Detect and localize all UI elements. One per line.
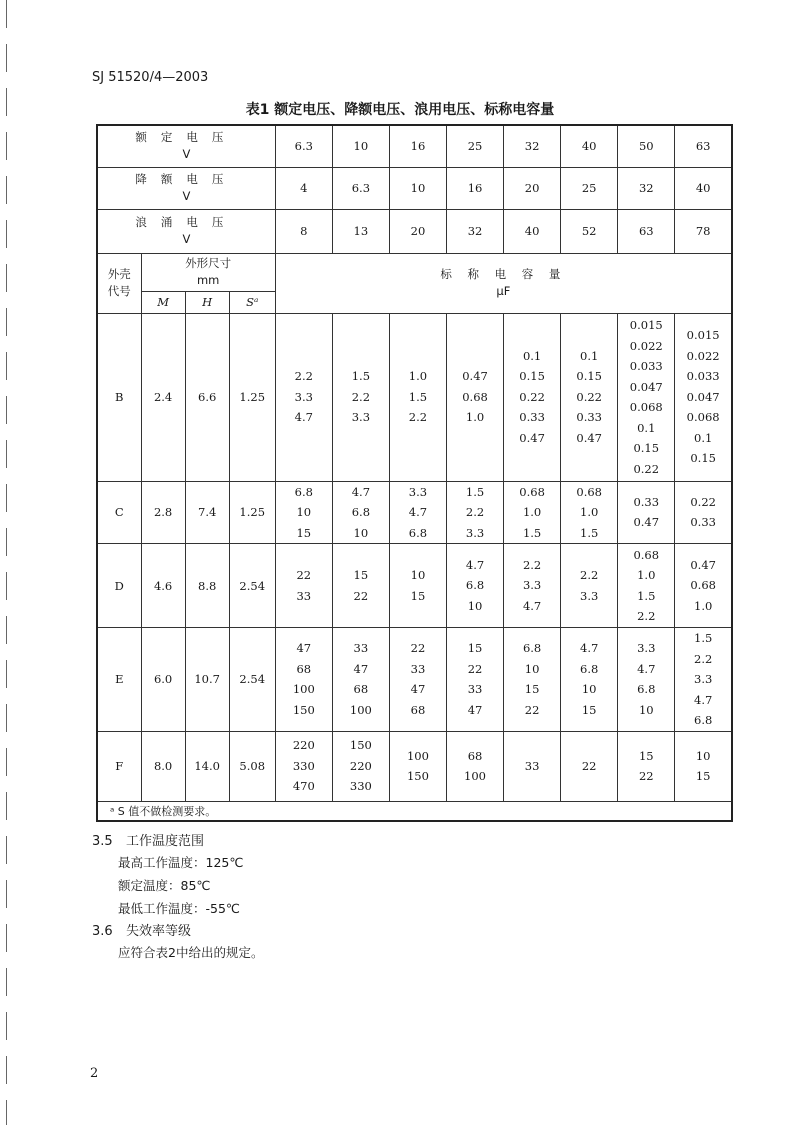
table-cell: 40 <box>504 209 561 253</box>
section-3-5-line: 最低工作温度：-55℃ <box>118 901 240 916</box>
table-title: 表1 额定电压、降额电压、浪用电压、标称电容量 <box>245 102 555 118</box>
dim-col-m: M <box>141 291 185 313</box>
capacitance-value: 0.068 <box>629 400 663 414</box>
capacitance-value: 6.8 <box>694 713 713 727</box>
capacitance-value: 3.3 <box>637 641 656 656</box>
capacitance-value: 1.0 <box>580 505 599 519</box>
table-row-case <box>97 313 732 481</box>
table-cell: 32 <box>446 209 503 253</box>
capacitance-value: 0.1 <box>580 348 599 363</box>
case-code: B <box>97 313 141 481</box>
capacitance-value: 10 <box>638 702 654 717</box>
capacitance-value: 0.1 <box>522 348 542 363</box>
capacitance-value: 6.8 <box>351 505 371 519</box>
capacitance-cell <box>675 481 732 544</box>
capacitance-value: 1.0 <box>522 505 542 519</box>
capacitance-value: 22 <box>353 588 369 603</box>
table-cell: 16 <box>389 125 446 167</box>
capacitance-value: 33 <box>467 682 483 697</box>
capacitance-value: 1.0 <box>465 410 485 425</box>
capacitance-value: 0.33 <box>519 410 545 425</box>
table-cell: 13 <box>332 209 389 253</box>
capacitance-value: 1.5 <box>637 588 656 603</box>
capacitance-cell <box>332 313 389 481</box>
capacitance-value: 100 <box>406 748 429 763</box>
capacitance-value: 4.7 <box>465 557 485 572</box>
surge-voltage-label: 浪涌电压 V <box>97 209 275 253</box>
capacitance-cell <box>275 544 332 628</box>
capacitance-value: 4.7 <box>694 692 713 707</box>
capacitance-cell <box>275 481 332 544</box>
capacitance-value: 33 <box>353 641 369 656</box>
capacitance-value: 10 <box>467 598 483 613</box>
dim-col-s: Sᵃ <box>229 291 275 313</box>
capacitance-value: 15 <box>638 748 654 763</box>
capacitance-cell <box>675 628 732 732</box>
capacitance-value: 1.5 <box>580 525 599 540</box>
capacitance-value: 10 <box>695 748 711 763</box>
capacitance-value: 1.5 <box>694 631 713 645</box>
capacitance-value: 2.2 <box>522 557 542 572</box>
dim-s-value: 1.25 <box>229 313 275 481</box>
table-row-case <box>97 481 732 544</box>
capacitance-value: 1.5 <box>465 484 485 499</box>
section-3-5-heading: 3.5 工作温度范围 <box>92 834 205 849</box>
capacitance-value: 3.3 <box>694 672 713 686</box>
capacitance-value: 150 <box>406 769 429 783</box>
footnote-row <box>97 801 732 821</box>
capacitance-value: 1.5 <box>351 369 371 384</box>
capacitance-value: 0.022 <box>629 338 663 353</box>
table-cell: 32 <box>618 167 675 209</box>
capacitance-value: 3.3 <box>408 484 428 499</box>
capacitance-value: 330 <box>292 758 315 773</box>
table-row-case <box>97 544 732 628</box>
capacitance-value: 10 <box>524 661 540 676</box>
table-cell: 4 <box>275 167 332 209</box>
capacitance-value: 10 <box>581 682 597 697</box>
capacitance-cell <box>504 731 561 801</box>
capacitance-cell <box>504 313 561 481</box>
table-cell: 16 <box>446 167 503 209</box>
capacitance-value: 0.15 <box>690 451 716 466</box>
table-cell: 40 <box>675 167 732 209</box>
dim-m-value: 4.6 <box>141 544 185 628</box>
dimension-header: 外形尺寸 mm <box>141 253 275 291</box>
capacitance-value: 220 <box>292 738 315 753</box>
capacitance-cell <box>675 731 732 801</box>
capacitance-value: 0.68 <box>576 484 602 499</box>
capacitance-value: 1.0 <box>694 598 713 613</box>
table-cell: 10 <box>389 167 446 209</box>
capacitance-value: 0.68 <box>690 578 716 593</box>
capacitance-cell <box>675 313 732 481</box>
capacitance-cell <box>504 628 561 732</box>
capacitance-value: 0.22 <box>633 461 660 476</box>
capacitance-value: 0.22 <box>519 389 545 404</box>
capacitance-value: 22 <box>638 769 654 783</box>
table-cell: 52 <box>561 209 618 253</box>
capacitance-cell <box>618 544 675 628</box>
table-header-row <box>97 253 732 291</box>
capacitance-value: 0.033 <box>629 359 663 373</box>
dim-m-value: 8.0 <box>141 731 185 801</box>
section-3-6-heading: 3.6 失效率等级 <box>92 924 192 939</box>
table-row-case <box>97 628 732 732</box>
table-cell: 50 <box>618 125 675 167</box>
capacitance-cell <box>275 628 332 732</box>
dim-col-h: H <box>185 291 229 313</box>
capacitance-value: 0.33 <box>633 494 660 509</box>
capacitance-value: 6.8 <box>522 641 542 656</box>
capacitance-value: 22 <box>410 641 426 656</box>
capacitance-value: 100 <box>292 682 315 697</box>
capacitance-value: 4.7 <box>351 484 371 499</box>
capacitance-value: 100 <box>349 702 372 717</box>
capacitance-value: 15 <box>353 568 369 582</box>
capacitance-value: 68 <box>467 748 483 763</box>
capacitance-cell <box>618 731 675 801</box>
case-code: E <box>97 628 141 732</box>
capacitance-value: 68 <box>410 702 426 717</box>
capacitance-value: 68 <box>353 682 369 697</box>
capacitance-value: 1.0 <box>408 369 428 384</box>
capacitance-header: 标 称 电 容 量 μF <box>275 253 732 313</box>
capacitance-value: 6.8 <box>580 661 599 676</box>
capacitance-value: 22 <box>296 568 312 582</box>
table-cell: 8 <box>275 209 332 253</box>
capacitance-value: 68 <box>296 661 312 676</box>
capacitance-cell <box>561 544 618 628</box>
table-cell: 20 <box>504 167 561 209</box>
capacitance-value: 22 <box>581 758 597 773</box>
capacitance-value: 4.7 <box>580 641 599 656</box>
dim-h-value: 6.6 <box>185 313 229 481</box>
capacitance-value: 330 <box>349 779 372 794</box>
table-cell: 63 <box>675 125 732 167</box>
capacitance-value: 0.68 <box>462 389 488 404</box>
capacitance-value: 15 <box>410 588 426 603</box>
capacitance-value: 4.7 <box>294 410 313 425</box>
capacitance-value: 6.8 <box>294 484 313 499</box>
dim-m-value: 2.4 <box>141 313 185 481</box>
capacitance-value: 0.1 <box>637 420 656 435</box>
capacitance-value: 150 <box>292 702 315 717</box>
derated-voltage-label: 降额电压 V <box>97 167 275 209</box>
capacitance-cell <box>332 628 389 732</box>
table-row-surge-voltage <box>97 209 732 253</box>
capacitance-value: 0.33 <box>576 410 602 425</box>
capacitance-cell <box>446 628 503 732</box>
capacitance-value: 0.33 <box>690 515 716 530</box>
capacitance-value: 6.8 <box>637 682 656 697</box>
dim-h-value: 10.7 <box>185 628 229 732</box>
case-code: D <box>97 544 141 628</box>
capacitance-cell <box>389 313 446 481</box>
capacitance-value: 0.22 <box>690 494 716 509</box>
capacitance-value: 0.047 <box>686 389 720 404</box>
dim-m-value: 6.0 <box>141 628 185 732</box>
dim-h-value: 8.8 <box>185 544 229 628</box>
capacitance-cell <box>389 481 446 544</box>
capacitance-value: 47 <box>353 661 369 676</box>
capacitance-value: 33 <box>296 588 312 603</box>
capacitance-value: 0.47 <box>690 557 716 572</box>
capacitance-value: 2.2 <box>465 505 485 519</box>
capacitance-value: 0.047 <box>629 379 663 394</box>
table-cell: 40 <box>561 125 618 167</box>
capacitance-value: 0.068 <box>686 410 720 425</box>
capacitance-value: 3.3 <box>351 410 371 425</box>
scan-edge-line <box>6 0 7 1125</box>
capacitance-value: 470 <box>292 779 315 794</box>
capacitance-cell <box>446 313 503 481</box>
capacitance-value: 2.2 <box>294 369 313 384</box>
capacitance-value: 4.7 <box>637 661 656 676</box>
table-row-derated-voltage <box>97 167 732 209</box>
capacitance-cell <box>618 628 675 732</box>
capacitance-cell <box>389 731 446 801</box>
capacitance-value: 0.033 <box>686 369 720 384</box>
table-cell: 10 <box>332 125 389 167</box>
capacitance-value: 2.2 <box>580 568 599 582</box>
capacitance-cell <box>332 731 389 801</box>
table-row-rated-voltage <box>97 125 732 167</box>
capacitance-cell <box>389 628 446 732</box>
capacitance-value: 100 <box>464 769 486 783</box>
capacitance-value: 15 <box>524 682 540 697</box>
dim-m-value: 2.8 <box>141 481 185 544</box>
capacitance-value: 0.22 <box>576 389 602 404</box>
capacitance-value: 0.47 <box>633 515 660 530</box>
capacitance-value: 15 <box>581 702 597 717</box>
dim-h-value: 7.4 <box>185 481 229 544</box>
capacitance-table <box>96 124 733 822</box>
table-cell: 20 <box>389 209 446 253</box>
table-cell: 6.3 <box>332 167 389 209</box>
case-code: C <box>97 481 141 544</box>
table-cell: 63 <box>618 209 675 253</box>
table-cell: 32 <box>504 125 561 167</box>
capacitance-value: 10 <box>353 525 369 540</box>
capacitance-value: 3.3 <box>465 525 485 540</box>
capacitance-cell <box>561 731 618 801</box>
capacitance-value: 47 <box>410 682 426 697</box>
capacitance-value: 1.5 <box>522 525 542 540</box>
capacitance-value: 2.2 <box>408 410 428 425</box>
capacitance-value: 0.47 <box>576 430 602 445</box>
capacitance-cell <box>561 628 618 732</box>
capacitance-cell <box>446 544 503 628</box>
capacitance-value: 22 <box>467 661 483 676</box>
capacitance-value: 0.47 <box>519 430 545 445</box>
rated-voltage-label: 额定电压 V <box>97 125 275 167</box>
capacitance-value: 0.47 <box>462 369 488 384</box>
dim-s-value: 1.25 <box>229 481 275 544</box>
capacitance-value: 15 <box>296 525 312 540</box>
capacitance-cell <box>446 731 503 801</box>
dim-s-value: 2.54 <box>229 544 275 628</box>
capacitance-value: 150 <box>349 738 372 753</box>
capacitance-value: 10 <box>296 505 312 519</box>
capacitance-cell <box>504 481 561 544</box>
capacitance-cell <box>618 481 675 544</box>
capacitance-cell <box>389 544 446 628</box>
capacitance-value: 3.3 <box>580 588 599 603</box>
capacitance-value: 0.022 <box>686 348 720 363</box>
capacitance-value: 2.2 <box>351 389 371 404</box>
table-cell: 78 <box>675 209 732 253</box>
table-row-case <box>97 731 732 801</box>
capacitance-value: 0.68 <box>633 547 660 562</box>
capacitance-value: 4.7 <box>522 598 542 613</box>
table-cell: 25 <box>561 167 618 209</box>
page-number: 2 <box>90 1066 99 1081</box>
capacitance-value: 0.15 <box>576 369 602 384</box>
capacitance-value: 2.2 <box>694 651 713 666</box>
capacitance-value: 0.015 <box>686 328 720 343</box>
capacitance-value: 3.3 <box>294 389 313 404</box>
capacitance-cell <box>675 544 732 628</box>
capacitance-cell <box>618 313 675 481</box>
capacitance-value: 22 <box>524 702 540 717</box>
capacitance-value: 47 <box>296 641 312 656</box>
capacitance-value: 33 <box>524 758 540 773</box>
dim-h-value: 14.0 <box>185 731 229 801</box>
document-id: SJ 51520/4—2003 <box>92 70 209 85</box>
section-3-5-line: 额定温度：85℃ <box>118 878 211 893</box>
capacitance-cell <box>561 481 618 544</box>
capacitance-value: 4.7 <box>408 505 428 519</box>
capacitance-value: 0.015 <box>629 318 663 332</box>
capacitance-value: 47 <box>467 702 483 717</box>
table-cell: 6.3 <box>275 125 332 167</box>
capacitance-value: 3.3 <box>522 578 542 593</box>
table-cell: 25 <box>446 125 503 167</box>
capacitance-cell <box>332 544 389 628</box>
capacitance-value: 10 <box>410 568 426 582</box>
capacitance-value: 6.8 <box>408 525 428 540</box>
capacitance-value: 0.15 <box>633 441 660 455</box>
capacitance-value: 1.5 <box>408 389 428 404</box>
capacitance-cell <box>275 313 332 481</box>
capacitance-value: 6.8 <box>465 578 485 593</box>
section-3-5-line: 最高工作温度：125℃ <box>118 855 244 870</box>
capacitance-value: 220 <box>349 758 372 773</box>
case-code: F <box>97 731 141 801</box>
capacitance-cell <box>561 313 618 481</box>
dim-s-value: 2.54 <box>229 628 275 732</box>
table-footnote: ᵃ S 值不做检测要求。 <box>97 801 732 821</box>
capacitance-cell <box>275 731 332 801</box>
capacitance-value: 15 <box>467 641 483 656</box>
capacitance-value: 0.1 <box>694 430 713 445</box>
capacitance-value: 2.2 <box>637 609 656 623</box>
section-3-6-line: 应符合表2中给出的规定。 <box>118 945 264 960</box>
case-code-header: 外壳 代号 <box>97 253 141 313</box>
capacitance-value: 15 <box>695 769 711 783</box>
dim-s-value: 5.08 <box>229 731 275 801</box>
capacitance-value: 0.68 <box>519 484 545 499</box>
capacitance-cell <box>332 481 389 544</box>
capacitance-cell <box>446 481 503 544</box>
capacitance-cell <box>504 544 561 628</box>
capacitance-value: 33 <box>410 661 426 676</box>
capacitance-value: 0.15 <box>519 369 545 384</box>
capacitance-value: 1.0 <box>637 568 656 582</box>
